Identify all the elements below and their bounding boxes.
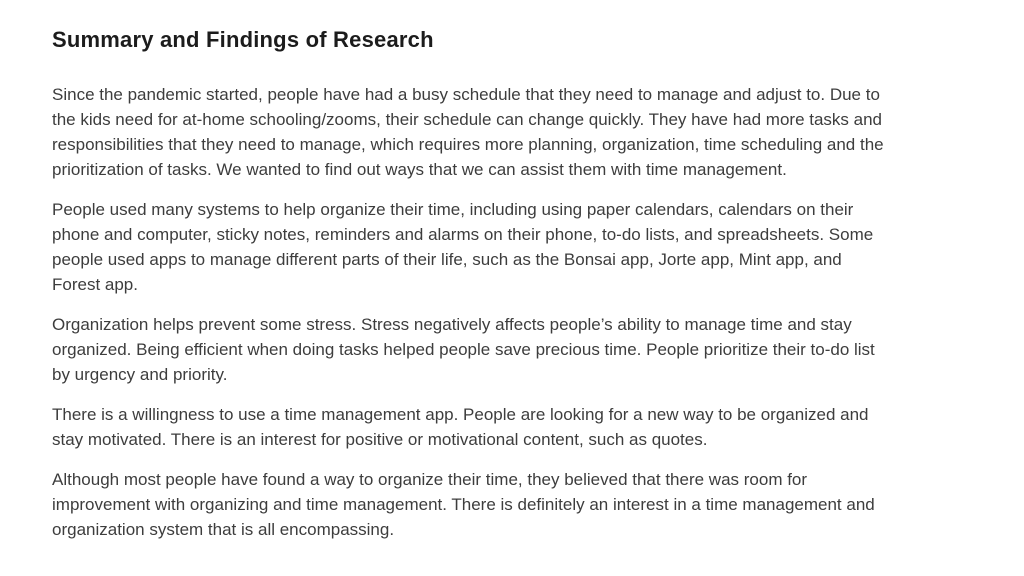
text-line: Although most people have found a way to organize their time, they believed that there was room for xyxy=(52,470,808,489)
document-body xyxy=(52,82,1006,557)
text-line: prioritization of tasks. We wanted to find out ways that we can assist them with time management. xyxy=(52,160,787,179)
text-line: by urgency and priority. xyxy=(52,365,228,384)
text-line: Since the pandemic started, people have had a busy schedule that they need to manage and adjust to. Due to xyxy=(52,85,880,104)
paragraph xyxy=(52,467,1006,542)
text-line: improvement with organizing and time management. There is definitely an interest in a time management and xyxy=(52,495,875,514)
text-line: Organization helps prevent some stress. Stress negatively affects people’s ability to manage time and stay xyxy=(52,315,852,334)
text-line: organized. Being efficient when doing tasks helped people save precious time. People prioritize their to-do list xyxy=(52,340,875,359)
text-line: organization system that is all encompassing. xyxy=(52,520,395,539)
paragraph xyxy=(52,82,1006,182)
text-line: stay motivated. There is an interest for positive or motivational content, such as quotes. xyxy=(52,430,708,449)
paragraph xyxy=(52,312,1006,387)
text-line: There is a willingness to use a time management app. People are looking for a new way to be organized and xyxy=(52,405,869,424)
text-line: the kids need for at-home schooling/zooms, their schedule can change quickly. They have had more tasks and xyxy=(52,110,883,129)
document-title: Summary and Findings of Research xyxy=(52,27,434,52)
text-line: phone and computer, sticky notes, reminders and alarms on their phone, to-do lists, and spreadsheets. Some xyxy=(52,225,874,244)
text-line: Forest app. xyxy=(52,275,138,294)
text-line: responsibilities that they need to manage, which requires more planning, organization, time scheduling and the xyxy=(52,135,884,154)
paragraph xyxy=(52,402,1006,452)
paragraph xyxy=(52,197,1006,297)
text-line: People used many systems to help organize their time, including using paper calendars, calendars on their xyxy=(52,200,854,219)
text-line: people used apps to manage different parts of their life, such as the Bonsai app, Jorte app, Mint app, and xyxy=(52,250,842,269)
